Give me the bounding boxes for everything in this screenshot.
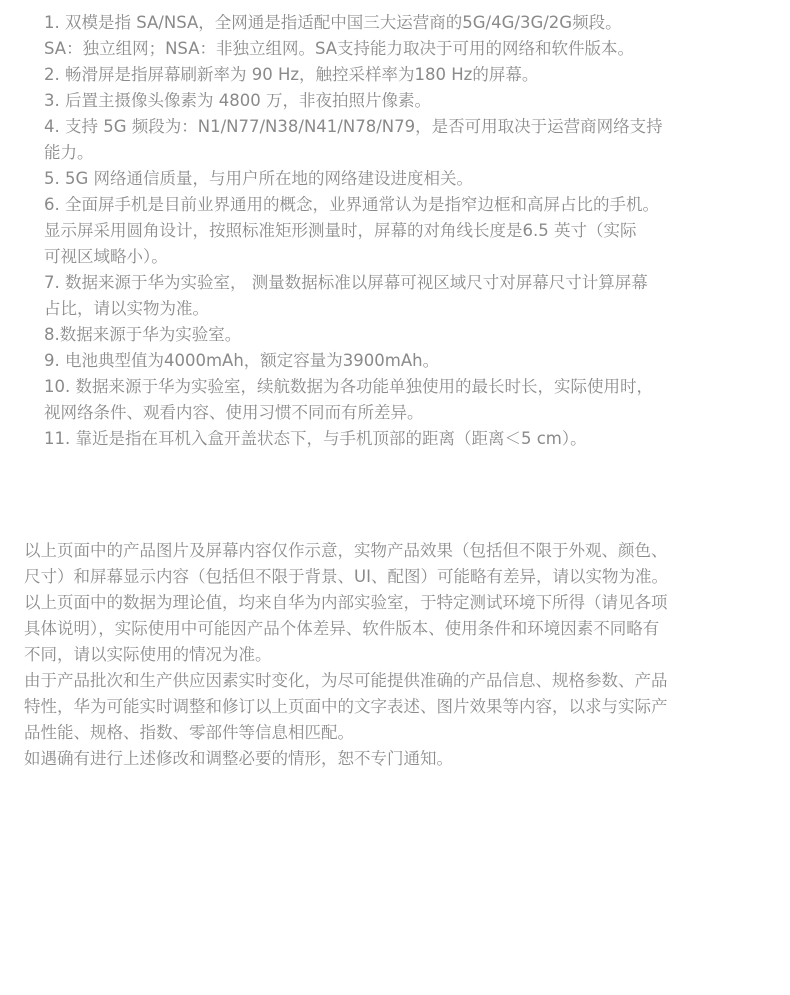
disclaimer-line: 以上页面中的产品图片及屏幕内容仅作示意，实物产品效果（包括但不限于外观、颜色、 [24,541,668,560]
footnote-line: 1. 双模是指 SA/NSA，全网通是指适配中国三大运营商的5G/4G/3G/2G频段。 [44,13,622,32]
disclaimer-line: 具体说明），实际使用中可能因产品个体差异、软件版本、使用条件和环境因素不同略有 [24,619,660,638]
disclaimer-line: 以上页面中的数据为理论值，均来自华为内部实验室，于特定测试环境下所得（请见各项 [24,593,668,612]
footnote-line: 2. 畅滑屏是指屏幕刷新率为 90 Hz，触控采样率为180 Hz的屏幕。 [44,65,539,84]
footnote-line: 3. 后置主摄像头像素为 4800 万，非夜拍照片像素。 [44,91,431,110]
footnote-line: 9. 电池典型值为4000mAh，额定容量为3900mAh。 [44,351,440,370]
footnote-line: 视网络条件、观看内容、使用习惯不同而有所差异。 [44,403,424,422]
footnote-line: 5. 5G 网络通信质量，与用户所在地的网络建设进度相关。 [44,169,474,188]
footnote-line: 可视区域略小）。 [44,247,168,266]
disclaimer-section [24,538,769,772]
disclaimer-line: 由于产品批次和生产供应因素实时变化，为尽可能提供准确的产品信息、规格参数、产品 [24,671,668,690]
footnote-line: 占比，请以实物为准。 [44,299,209,318]
footnote-line: 6. 全面屏手机是目前业界通用的概念，业界通常认为是指窄边框和高屏占比的手机。 [44,195,659,214]
footnote-line: 11. 靠近是指在耳机入盒开盖状态下，与手机顶部的距离（距离＜5 cm）。 [44,429,587,448]
disclaimer-line: 品性能、规格、指数、零部件等信息相匹配。 [24,723,354,742]
disclaimer-line: 不同，请以实际使用的情况为准。 [24,645,272,664]
footnote-line: 4. 支持 5G 频段为：N1/N77/N38/N41/N78/N79，是否可用取决于运营商网络支持 [44,117,663,136]
disclaimer-line: 特性，华为可能实时调整和修订以上页面中的文字表述、图片效果等内容，以求与实际产 [24,697,668,716]
disclaimer-line: 尺寸）和屏幕显示内容（包括但不限于背景、UI、配图）可能略有差异，请以实物为准。 [24,567,668,586]
footnote-line: 8.数据来源于华为实验室。 [44,325,242,344]
footnote-line: SA：独立组网；NSA：非独立组网。SA支持能力取决于可用的网络和软件版本。 [44,39,635,58]
footnote-line: 10. 数据来源于华为实验室，续航数据为各功能单独使用的最长时长，实际使用时， [44,377,653,396]
footnote-line: 能力。 [44,143,94,162]
footnotes-section [44,10,764,452]
footnote-line: 显示屏采用圆角设计，按照标准矩形测量时，屏幕的对角线长度是6.5 英寸（实际 [44,221,637,240]
footnote-line: 7. 数据来源于华为实验室， 测量数据标准以屏幕可视区域尺寸对屏幕尺寸计算屏幕 [44,273,648,292]
disclaimer-line: 如遇确有进行上述修改和调整必要的情形，恕不专门通知。 [24,749,453,768]
